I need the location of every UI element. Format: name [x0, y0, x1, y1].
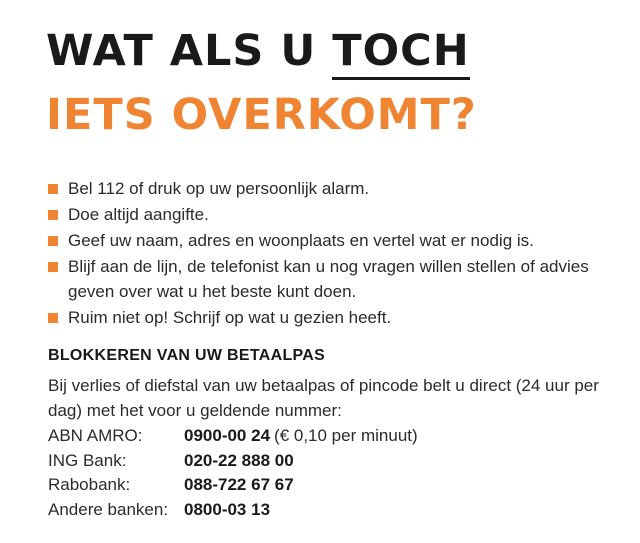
instruction-list [48, 176, 608, 331]
section-heading: BLOKKEREN VAN UW BETAALPAS [48, 347, 326, 364]
list-item [48, 254, 608, 304]
bank-phone-number: 020-22 888 00 [184, 450, 294, 470]
bank-name: Andere banken: [48, 499, 169, 519]
page-title-line-1 [46, 26, 470, 76]
list-item-text: Doe altijd aangifte. [68, 205, 209, 224]
section-intro: Bij verlies of diefstal van uw betaalpas of pincode belt u direct (24 uur per dag) met het voor u geldende nummer: [48, 376, 599, 420]
list-item-text: Ruim niet op! Schrijf op wat u gezien heeft. [68, 308, 392, 327]
list-item-text: Geef uw naam, adres en woonplaats en vertel wat er nodig is. [68, 231, 534, 250]
page-title-line-2: IETS OVERKOMT? [46, 90, 477, 140]
bank-name: ABN AMRO: [48, 426, 143, 445]
bank-name: Rabobank: [48, 475, 131, 494]
bank-phone-number: 0800-03 13 [184, 499, 271, 519]
list-item [48, 176, 608, 201]
list-item-text: Blijf aan de lijn, de telefonist kan u nog vragen willen stellen of advies geven over wat u het beste kunt doen. [68, 257, 589, 301]
bank-phone-number: 0900-00 24 [184, 426, 271, 445]
square-bullet-icon [48, 184, 58, 194]
bank-name: ING Bank: [48, 450, 127, 470]
square-bullet-icon [48, 262, 58, 272]
title-prefix: WAT ALS U [46, 26, 333, 76]
list-item-text: Bel 112 of druk op uw persoonlijk alarm. [68, 179, 370, 198]
bank-row [48, 473, 608, 498]
list-item [48, 228, 608, 253]
square-bullet-icon [48, 313, 58, 323]
bank-row [48, 498, 608, 523]
bank-numbers-table [48, 424, 608, 522]
bank-phone-number: 088-722 67 67 [184, 475, 294, 494]
title-emphasis: TOCH [332, 26, 469, 80]
list-item [48, 305, 608, 330]
bank-row [48, 424, 608, 449]
square-bullet-icon [48, 236, 58, 246]
list-item [48, 202, 608, 227]
bank-row [48, 449, 608, 474]
square-bullet-icon [48, 210, 58, 220]
bank-cost-note: (€ 0,10 per minuut) [274, 426, 418, 445]
